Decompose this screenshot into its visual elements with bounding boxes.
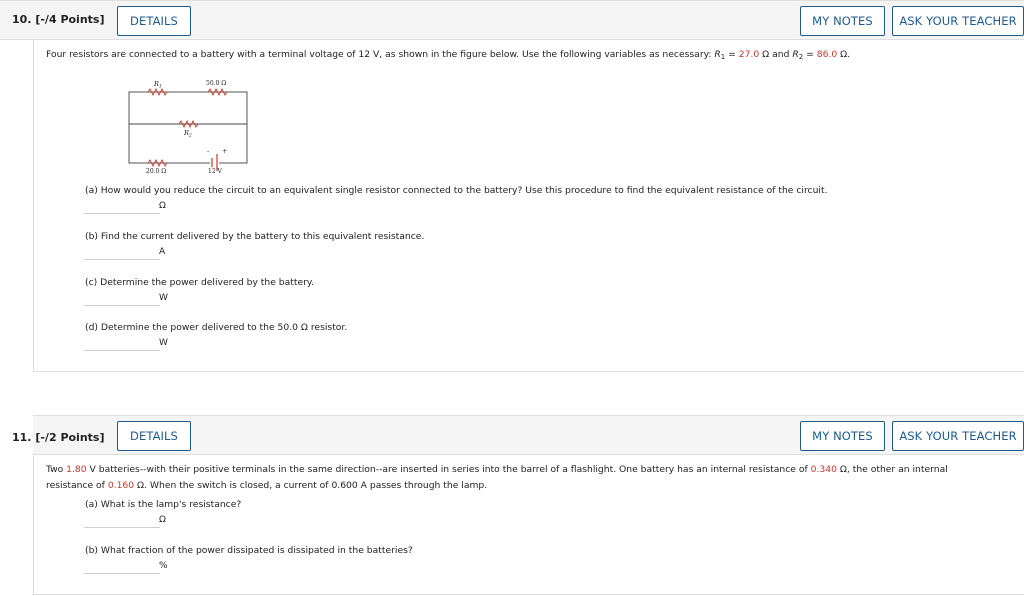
part-c-unit: W — [159, 293, 168, 303]
my-notes-button[interactable]: MY NOTES — [800, 6, 885, 36]
battery-minus-label: - — [207, 148, 210, 156]
battery-voltage-label: 12 V — [208, 168, 222, 174]
question-11-header — [33, 415, 1024, 455]
q11-part-b-answer-field[interactable] — [84, 560, 160, 574]
q11-part-b-unit: % — [159, 561, 168, 571]
circuit-diagram — [122, 74, 262, 174]
question-11-prompt-line-2: resistance of 0.160 Ω. When the switch is closed, a current of 0.600 A passes through the lamp. — [46, 480, 488, 491]
battery-plus-label: + — [222, 147, 228, 155]
r2-label: $R_2$ — [184, 129, 192, 139]
q11-part-b-label: (b) What fraction of the power dissipated is dissipated in the batteries? — [85, 545, 413, 556]
part-c-answer-field[interactable] — [84, 292, 160, 306]
q11-part-a-label: (a) What is the lamp's resistance? — [85, 499, 242, 510]
part-d-label: (d) Determine the power delivered to the 50.0 Ω resistor. — [85, 322, 348, 333]
q11-part-a-answer-field[interactable] — [84, 514, 160, 528]
r1-label: $R_1$ — [154, 80, 162, 90]
details-button[interactable]: DETAILS — [117, 421, 191, 451]
ask-your-teacher-button[interactable]: ASK YOUR TEACHER — [892, 6, 1024, 36]
question-11-number-outside: 11. [-/2 Points] — [12, 431, 105, 444]
part-c-label: (c) Determine the power delivered by the battery. — [85, 277, 314, 288]
part-a-label: (a) How would you reduce the circuit to an equivalent single resistor connected to the battery? Use this procedure to find the equivalent resistance of the circuit. — [85, 185, 828, 196]
part-b-unit: A — [159, 247, 166, 257]
question-10-body — [33, 40, 1024, 372]
question-10-prompt: Four resistors are connected to a battery with a terminal voltage of 12 V, as shown in the figure below. Use the following variables as necessary: $R_1 = 27.0$ Ω and $R_2 = 86.0$ Ω. — [46, 49, 851, 61]
part-a-answer-field[interactable] — [84, 200, 160, 214]
q11-part-a-unit: Ω — [159, 515, 166, 525]
question-10-header — [0, 0, 1024, 40]
part-b-answer-field[interactable] — [84, 246, 160, 260]
part-a-unit: Ω — [159, 201, 166, 211]
part-b-label: (b) Find the current delivered by the battery to this equivalent resistance. — [85, 231, 425, 242]
ask-your-teacher-button[interactable]: ASK YOUR TEACHER — [892, 421, 1024, 451]
part-d-answer-field[interactable] — [84, 337, 160, 351]
details-button[interactable]: DETAILS — [117, 6, 191, 36]
part-d-unit: W — [159, 338, 168, 348]
question-10-number: 10. [-/4 Points] — [12, 13, 105, 26]
question-11-body — [33, 455, 1024, 595]
question-11-prompt-line-1: Two 1.80 V batteries--with their positive terminals in the same direction--are inserted in series into the barrel of a flashlight. One battery has an internal resistance of 0.340 Ω, the other an internal — [46, 464, 948, 475]
r50-label: 50.0 Ω — [206, 80, 227, 87]
my-notes-button[interactable]: MY NOTES — [800, 421, 885, 451]
r20-label: 20.0 Ω — [146, 168, 167, 174]
